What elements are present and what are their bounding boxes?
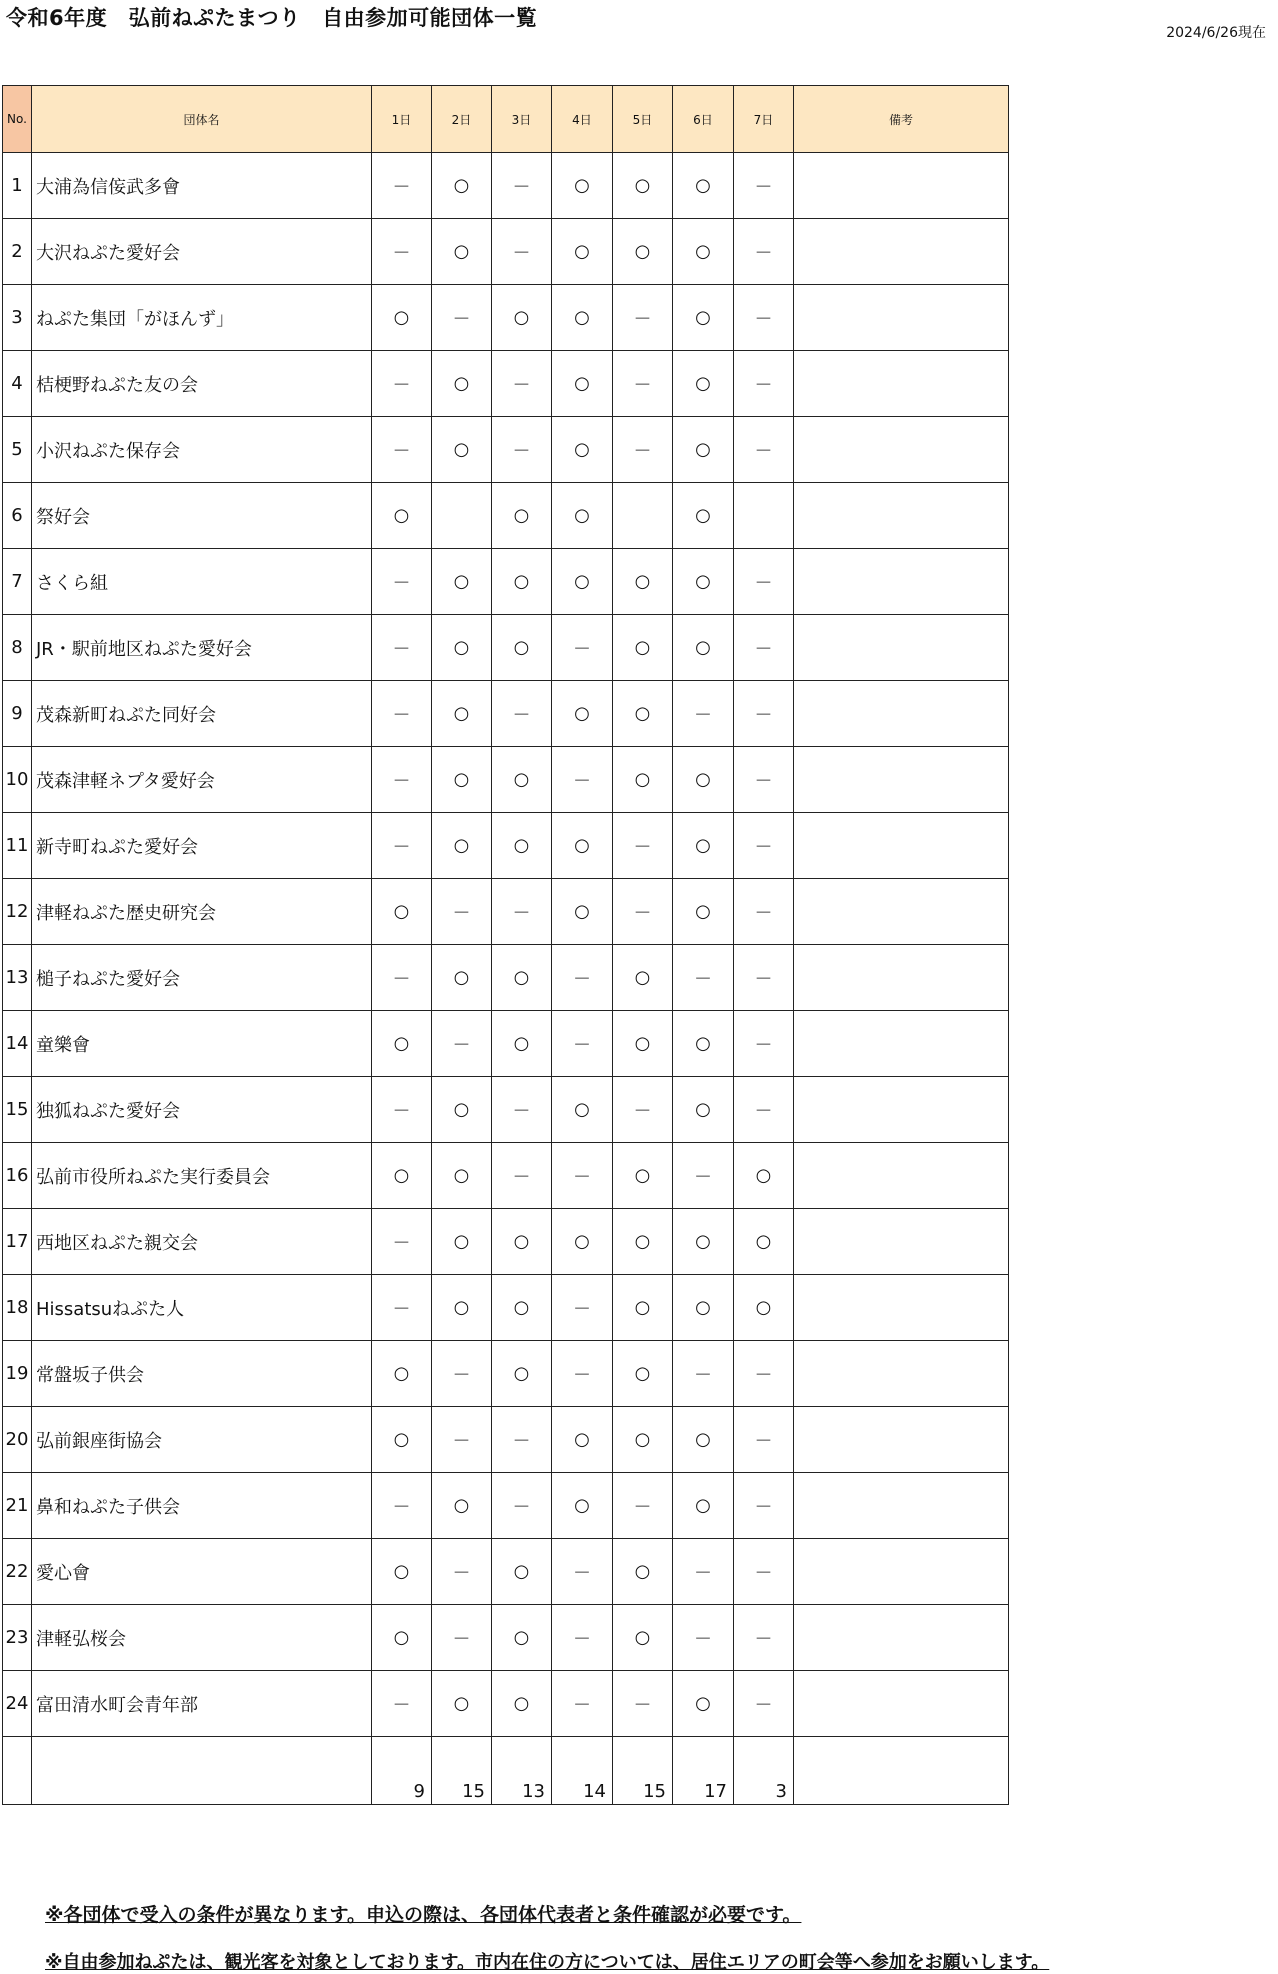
day-3-mark: ○	[492, 549, 552, 615]
group-name: ねぷた集団「がほんず」	[32, 285, 372, 351]
day-5-mark: ○	[613, 747, 673, 813]
day-3-mark: ○	[492, 813, 552, 879]
participation-table	[2, 85, 1009, 1805]
day-5-mark: ○	[613, 219, 673, 285]
day-6-mark: ○	[673, 219, 734, 285]
row-number: 7	[3, 549, 32, 615]
day-7-mark: －	[734, 219, 794, 285]
day-2-mark: ○	[432, 945, 492, 1011]
row-number: 3	[3, 285, 32, 351]
day-2-mark: ○	[432, 549, 492, 615]
day-3-total: 13	[492, 1737, 552, 1805]
row-number: 20	[3, 1407, 32, 1473]
day-2-mark: ○	[432, 681, 492, 747]
remarks-cell	[794, 1011, 1009, 1077]
day-3-mark: －	[492, 219, 552, 285]
day-1-mark: －	[372, 747, 432, 813]
day-4-mark: －	[552, 615, 613, 681]
remarks-cell	[794, 615, 1009, 681]
day-7-mark: －	[734, 1407, 794, 1473]
day-1-mark: ○	[372, 285, 432, 351]
remarks-cell	[794, 1473, 1009, 1539]
day-4-mark: －	[552, 747, 613, 813]
day-1-mark: ○	[372, 483, 432, 549]
row-number: 18	[3, 1275, 32, 1341]
table-row	[3, 549, 1009, 615]
day-2-mark: －	[432, 1407, 492, 1473]
row-number: 1	[3, 153, 32, 219]
day-6-mark: ○	[673, 813, 734, 879]
day-6-mark: ○	[673, 747, 734, 813]
day-2-mark: ○	[432, 351, 492, 417]
day-1-mark: ○	[372, 1143, 432, 1209]
day-5-mark: －	[613, 1671, 673, 1737]
day-7-mark: －	[734, 417, 794, 483]
day-7-mark: －	[734, 1539, 794, 1605]
page-title: 令和6年度 弘前ねぷたまつり 自由参加可能団体一覧	[6, 6, 538, 30]
note-2: ※自由参加ねぷたは、観光客を対象としております。市内在住の方については、居住エリアの町会等へ参加をお願いします。	[45, 1952, 1050, 1973]
row-number: 8	[3, 615, 32, 681]
header-day-1: 1日	[372, 86, 432, 153]
day-5-mark: －	[613, 351, 673, 417]
day-1-mark: －	[372, 1209, 432, 1275]
day-2-total: 15	[432, 1737, 492, 1805]
remarks-cell	[794, 879, 1009, 945]
day-4-mark: －	[552, 1275, 613, 1341]
row-number: 13	[3, 945, 32, 1011]
day-2-mark: －	[432, 879, 492, 945]
day-7-mark: －	[734, 945, 794, 1011]
header-name: 団体名	[32, 86, 372, 153]
group-name: 茂森津軽ネプタ愛好会	[32, 747, 372, 813]
header-day-5: 5日	[613, 86, 673, 153]
day-6-mark: ○	[673, 285, 734, 351]
day-2-mark: ○	[432, 747, 492, 813]
day-1-mark: －	[372, 219, 432, 285]
remarks-cell	[794, 1605, 1009, 1671]
group-name: 愛心會	[32, 1539, 372, 1605]
group-name: 独狐ねぷた愛好会	[32, 1077, 372, 1143]
day-3-mark: ○	[492, 1605, 552, 1671]
remarks-cell	[794, 1143, 1009, 1209]
day-3-mark: －	[492, 417, 552, 483]
day-5-mark: ○	[613, 1539, 673, 1605]
table-row	[3, 879, 1009, 945]
day-1-mark: －	[372, 615, 432, 681]
day-1-mark: ○	[372, 1341, 432, 1407]
day-2-mark: ○	[432, 1077, 492, 1143]
remarks-cell	[794, 483, 1009, 549]
row-number: 14	[3, 1011, 32, 1077]
day-2-mark: ○	[432, 813, 492, 879]
table-row	[3, 285, 1009, 351]
table-row	[3, 1077, 1009, 1143]
day-7-mark: －	[734, 153, 794, 219]
day-4-mark: ○	[552, 1407, 613, 1473]
day-5-mark: －	[613, 417, 673, 483]
group-name: 西地区ねぷた親交会	[32, 1209, 372, 1275]
table-row	[3, 615, 1009, 681]
day-6-mark: ○	[673, 1011, 734, 1077]
day-3-mark: ○	[492, 945, 552, 1011]
day-5-mark: ○	[613, 1407, 673, 1473]
day-4-mark: ○	[552, 1473, 613, 1539]
day-2-mark: ○	[432, 1275, 492, 1341]
remarks-cell	[794, 1671, 1009, 1737]
day-7-mark: －	[734, 549, 794, 615]
day-2-mark: ○	[432, 153, 492, 219]
day-5-mark: ○	[613, 1209, 673, 1275]
header-day-4: 4日	[552, 86, 613, 153]
day-1-mark: ○	[372, 1539, 432, 1605]
day-6-mark: ○	[673, 549, 734, 615]
day-1-mark: －	[372, 351, 432, 417]
remarks-cell	[794, 681, 1009, 747]
remarks-cell	[794, 1341, 1009, 1407]
day-6-mark: ○	[673, 351, 734, 417]
row-number: 19	[3, 1341, 32, 1407]
day-2-mark	[432, 483, 492, 549]
day-4-mark: －	[552, 1341, 613, 1407]
group-name: 桔梗野ねぷた友の会	[32, 351, 372, 417]
day-6-mark: ○	[673, 417, 734, 483]
header-day-7: 7日	[734, 86, 794, 153]
day-6-mark: ○	[673, 153, 734, 219]
remarks-cell	[794, 285, 1009, 351]
header-remarks: 備考	[794, 86, 1009, 153]
day-1-mark: －	[372, 945, 432, 1011]
day-4-mark: －	[552, 1605, 613, 1671]
day-3-mark: ○	[492, 483, 552, 549]
day-4-mark: －	[552, 945, 613, 1011]
day-4-mark: －	[552, 1539, 613, 1605]
table-row	[3, 681, 1009, 747]
group-name: 大浦為信侫武多會	[32, 153, 372, 219]
day-2-mark: ○	[432, 417, 492, 483]
day-7-mark: －	[734, 285, 794, 351]
remarks-cell	[794, 1209, 1009, 1275]
day-3-mark: ○	[492, 1671, 552, 1737]
day-1-mark: －	[372, 1671, 432, 1737]
header-no: No.	[3, 86, 32, 153]
day-2-mark: －	[432, 1605, 492, 1671]
day-7-total: 3	[734, 1737, 794, 1805]
row-number: 23	[3, 1605, 32, 1671]
day-5-mark: ○	[613, 681, 673, 747]
day-6-mark: －	[673, 945, 734, 1011]
remarks-cell	[794, 813, 1009, 879]
day-4-total: 14	[552, 1737, 613, 1805]
day-3-mark: ○	[492, 747, 552, 813]
table-row	[3, 1671, 1009, 1737]
day-4-mark: ○	[552, 813, 613, 879]
day-3-mark: ○	[492, 1209, 552, 1275]
day-5-mark: ○	[613, 1275, 673, 1341]
day-4-mark: ○	[552, 351, 613, 417]
totals-remarks-cell	[794, 1737, 1009, 1805]
row-number: 24	[3, 1671, 32, 1737]
remarks-cell	[794, 747, 1009, 813]
day-7-mark: －	[734, 1671, 794, 1737]
row-number: 22	[3, 1539, 32, 1605]
table-row	[3, 945, 1009, 1011]
day-1-total: 9	[372, 1737, 432, 1805]
group-name: 津軽ねぷた歴史研究会	[32, 879, 372, 945]
note-1: ※各団体で受入の条件が異なります。申込の際は、各団体代表者と条件確認が必要です。	[45, 1904, 802, 1926]
day-2-mark: －	[432, 1011, 492, 1077]
day-6-mark: ○	[673, 1077, 734, 1143]
row-number: 11	[3, 813, 32, 879]
day-6-mark: ○	[673, 1209, 734, 1275]
group-name: 大沢ねぷた愛好会	[32, 219, 372, 285]
row-number: 2	[3, 219, 32, 285]
row-number: 6	[3, 483, 32, 549]
day-2-mark: －	[432, 285, 492, 351]
table-row	[3, 1275, 1009, 1341]
table-row	[3, 1473, 1009, 1539]
day-5-mark: －	[613, 1473, 673, 1539]
day-7-mark: －	[734, 1341, 794, 1407]
day-1-mark: －	[372, 1473, 432, 1539]
day-5-mark: ○	[613, 615, 673, 681]
day-3-mark: ○	[492, 1275, 552, 1341]
group-name: さくら組	[32, 549, 372, 615]
table-row	[3, 219, 1009, 285]
day-7-mark: －	[734, 681, 794, 747]
remarks-cell	[794, 219, 1009, 285]
row-number: 21	[3, 1473, 32, 1539]
day-5-mark: ○	[613, 1011, 673, 1077]
day-4-mark: ○	[552, 879, 613, 945]
day-7-mark	[734, 483, 794, 549]
day-6-mark: ○	[673, 879, 734, 945]
day-7-mark: －	[734, 1605, 794, 1671]
group-name: 祭好会	[32, 483, 372, 549]
day-4-mark: ○	[552, 153, 613, 219]
header-day-6: 6日	[673, 86, 734, 153]
day-3-mark: －	[492, 1143, 552, 1209]
day-4-mark: ○	[552, 219, 613, 285]
day-7-mark: －	[734, 1077, 794, 1143]
table-row	[3, 1341, 1009, 1407]
day-5-mark	[613, 483, 673, 549]
day-5-mark: －	[613, 1077, 673, 1143]
day-3-mark: ○	[492, 1539, 552, 1605]
day-5-mark: ○	[613, 945, 673, 1011]
group-name: JR・駅前地区ねぷた愛好会	[32, 615, 372, 681]
group-name: 弘前銀座街協会	[32, 1407, 372, 1473]
totals-no-cell	[3, 1737, 32, 1805]
header-day-2: 2日	[432, 86, 492, 153]
remarks-cell	[794, 549, 1009, 615]
day-7-mark: －	[734, 879, 794, 945]
day-4-mark: －	[552, 1011, 613, 1077]
day-1-mark: －	[372, 417, 432, 483]
day-5-mark: ○	[613, 1605, 673, 1671]
day-3-mark: ○	[492, 1011, 552, 1077]
day-7-mark: －	[734, 351, 794, 417]
group-name: 槌子ねぷた愛好会	[32, 945, 372, 1011]
day-3-mark: －	[492, 1407, 552, 1473]
day-3-mark: －	[492, 681, 552, 747]
table-row	[3, 1407, 1009, 1473]
day-2-mark: ○	[432, 1473, 492, 1539]
remarks-cell	[794, 1275, 1009, 1341]
table-row	[3, 483, 1009, 549]
table-row	[3, 1011, 1009, 1077]
table-row	[3, 1143, 1009, 1209]
group-name: 津軽弘桜会	[32, 1605, 372, 1671]
day-6-mark: －	[673, 1605, 734, 1671]
day-7-mark: ○	[734, 1143, 794, 1209]
day-4-mark: －	[552, 1143, 613, 1209]
group-name: 新寺町ねぷた愛好会	[32, 813, 372, 879]
day-3-mark: －	[492, 153, 552, 219]
remarks-cell	[794, 351, 1009, 417]
day-5-mark: －	[613, 813, 673, 879]
day-3-mark: －	[492, 1473, 552, 1539]
day-5-mark: －	[613, 879, 673, 945]
day-6-total: 17	[673, 1737, 734, 1805]
day-1-mark: ○	[372, 1011, 432, 1077]
day-1-mark: －	[372, 153, 432, 219]
day-1-mark: －	[372, 681, 432, 747]
day-5-mark: －	[613, 285, 673, 351]
remarks-cell	[794, 1077, 1009, 1143]
day-1-mark: －	[372, 549, 432, 615]
group-name: 茂森新町ねぷた同好会	[32, 681, 372, 747]
row-number: 5	[3, 417, 32, 483]
table-row	[3, 747, 1009, 813]
row-number: 15	[3, 1077, 32, 1143]
day-2-mark: ○	[432, 615, 492, 681]
group-name: 常盤坂子供会	[32, 1341, 372, 1407]
row-number: 17	[3, 1209, 32, 1275]
day-6-mark: －	[673, 1539, 734, 1605]
day-4-mark: ○	[552, 1209, 613, 1275]
day-4-mark: ○	[552, 483, 613, 549]
remarks-cell	[794, 1539, 1009, 1605]
row-number: 12	[3, 879, 32, 945]
day-4-mark: －	[552, 1671, 613, 1737]
day-3-mark: －	[492, 879, 552, 945]
header-day-3: 3日	[492, 86, 552, 153]
day-6-mark: ○	[673, 615, 734, 681]
day-7-mark: －	[734, 1473, 794, 1539]
table-row	[3, 1209, 1009, 1275]
day-4-mark: ○	[552, 285, 613, 351]
day-1-mark: －	[372, 1077, 432, 1143]
day-5-mark: ○	[613, 1143, 673, 1209]
table-row	[3, 153, 1009, 219]
day-7-mark: －	[734, 747, 794, 813]
day-6-mark: －	[673, 1143, 734, 1209]
group-name: 鼻和ねぷた子供会	[32, 1473, 372, 1539]
day-6-mark: ○	[673, 1275, 734, 1341]
table-row	[3, 1605, 1009, 1671]
day-3-mark: ○	[492, 285, 552, 351]
day-7-mark: －	[734, 1011, 794, 1077]
day-2-mark: ○	[432, 1671, 492, 1737]
day-7-mark: －	[734, 813, 794, 879]
day-2-mark: －	[432, 1341, 492, 1407]
day-2-mark: ○	[432, 1209, 492, 1275]
day-7-mark: ○	[734, 1209, 794, 1275]
table-row	[3, 1539, 1009, 1605]
day-1-mark: ○	[372, 879, 432, 945]
day-5-total: 15	[613, 1737, 673, 1805]
row-number: 4	[3, 351, 32, 417]
day-6-mark: ○	[673, 1407, 734, 1473]
day-5-mark: ○	[613, 1341, 673, 1407]
day-7-mark: －	[734, 615, 794, 681]
day-1-mark: －	[372, 813, 432, 879]
day-2-mark: －	[432, 1539, 492, 1605]
row-number: 16	[3, 1143, 32, 1209]
day-4-mark: ○	[552, 1077, 613, 1143]
day-2-mark: ○	[432, 1143, 492, 1209]
day-4-mark: ○	[552, 681, 613, 747]
day-5-mark: ○	[613, 549, 673, 615]
day-1-mark: －	[372, 1275, 432, 1341]
totals-row	[3, 1737, 1009, 1805]
table-header-row	[3, 86, 1009, 153]
day-1-mark: ○	[372, 1407, 432, 1473]
day-5-mark: ○	[613, 153, 673, 219]
day-6-mark: －	[673, 681, 734, 747]
totals-name-cell	[32, 1737, 372, 1805]
day-4-mark: ○	[552, 417, 613, 483]
day-3-mark: ○	[492, 1341, 552, 1407]
day-6-mark: －	[673, 1341, 734, 1407]
group-name: 弘前市役所ねぷた実行委員会	[32, 1143, 372, 1209]
table-row	[3, 351, 1009, 417]
day-6-mark: ○	[673, 1473, 734, 1539]
group-name: 童樂會	[32, 1011, 372, 1077]
day-3-mark: －	[492, 351, 552, 417]
day-4-mark: ○	[552, 549, 613, 615]
group-name: 富田清水町会青年部	[32, 1671, 372, 1737]
group-name: 小沢ねぷた保存会	[32, 417, 372, 483]
row-number: 10	[3, 747, 32, 813]
day-7-mark: ○	[734, 1275, 794, 1341]
day-3-mark: ○	[492, 615, 552, 681]
remarks-cell	[794, 945, 1009, 1011]
group-name: Hissatsuねぷた人	[32, 1275, 372, 1341]
table-row	[3, 813, 1009, 879]
day-6-mark: ○	[673, 1671, 734, 1737]
remarks-cell	[794, 153, 1009, 219]
day-2-mark: ○	[432, 219, 492, 285]
day-3-mark: －	[492, 1077, 552, 1143]
day-1-mark: ○	[372, 1605, 432, 1671]
as-of-date: 2024/6/26現在	[1166, 25, 1266, 41]
remarks-cell	[794, 417, 1009, 483]
table-row	[3, 417, 1009, 483]
row-number: 9	[3, 681, 32, 747]
day-6-mark: ○	[673, 483, 734, 549]
remarks-cell	[794, 1407, 1009, 1473]
